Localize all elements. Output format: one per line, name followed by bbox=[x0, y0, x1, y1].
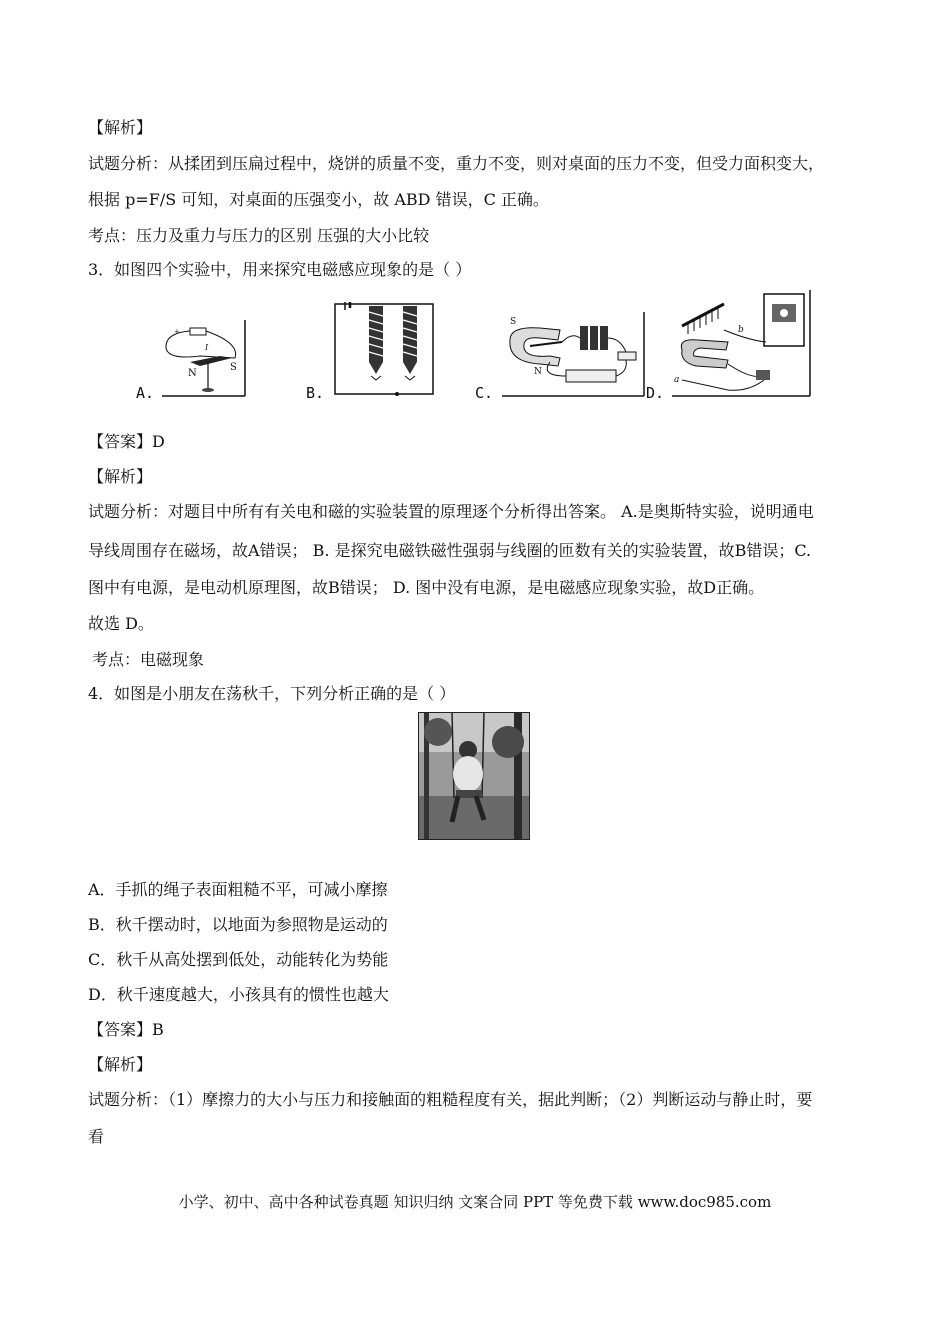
swing-photo bbox=[418, 712, 530, 840]
answer-label: 【答案】D bbox=[88, 432, 165, 451]
svg-text:a: a bbox=[674, 375, 680, 385]
option-c-label: C. bbox=[475, 384, 494, 402]
option-b-label: B. bbox=[306, 384, 325, 402]
svg-text:S: S bbox=[230, 362, 237, 373]
option-a-text: A．手抓的绳子表面粗糙不平，可减小摩擦 bbox=[88, 880, 388, 899]
figure-c-motor bbox=[500, 312, 648, 398]
option-a-label: A. bbox=[136, 384, 155, 402]
kaodian-text: 考点：电磁现象 bbox=[92, 650, 205, 669]
analysis-text: 试题分析：（1）摩擦力的大小与压力和接触面的粗糙程度有关，据此判断；（2）判断运动与静止时，要 bbox=[88, 1090, 813, 1109]
option-b-text: B．秋千摆动时，以地面为参照物是运动的 bbox=[88, 915, 388, 934]
figure-b-electromagnet bbox=[333, 302, 437, 398]
svg-text:N: N bbox=[534, 367, 542, 377]
analysis-text: 试题分析：对题目中所有有关电和磁的实验装置的原理逐个分析得出答案。 A.是奥斯特实验，说明通电 bbox=[88, 502, 814, 521]
svg-text:I: I bbox=[205, 343, 209, 352]
page-footer: 小学、初中、高中各种试卷真题 知识归纳 文案合同 PPT 等免费下载 www.doc985.com bbox=[178, 1193, 772, 1211]
figure-d-induction bbox=[668, 290, 814, 398]
option-d-label: D. bbox=[646, 384, 665, 402]
analysis-heading: 【解析】 bbox=[88, 118, 153, 137]
conclusion-text: 故选 D。 bbox=[88, 614, 154, 633]
figure-a-oersted bbox=[160, 318, 250, 400]
svg-text:b: b bbox=[738, 325, 744, 335]
question-4-stem: 4．如图是小朋友在荡秋千，下列分析正确的是（ ） bbox=[88, 684, 456, 703]
analysis-heading: 【解析】 bbox=[88, 1055, 153, 1074]
analysis-text: 试题分析：从揉团到压扁过程中，烧饼的质量不变，重力不变，则对桌面的压力不变，但受力面积变大， bbox=[88, 154, 825, 173]
analysis-text: 看 bbox=[88, 1127, 105, 1146]
analysis-text: 导线周围存在磁场，故A错误； B. 是探究电磁铁磁性强弱与线圈的匝数有关的实验装置，故B错误；C. bbox=[88, 541, 812, 560]
option-c-text: C．秋千从高处摆到低处，动能转化为势能 bbox=[88, 950, 389, 969]
kaodian-text: 考点：压力及重力与压力的区别 压强的大小比较 bbox=[88, 226, 430, 245]
svg-text:+: + bbox=[174, 328, 180, 336]
question-3-stem: 3．如图四个实验中，用来探究电磁感应现象的是（ ） bbox=[88, 260, 472, 279]
option-d-text: D．秋千速度越大，小孩具有的惯性也越大 bbox=[88, 985, 389, 1004]
analysis-heading: 【解析】 bbox=[88, 467, 153, 486]
svg-text:S: S bbox=[510, 317, 517, 327]
svg-text:N: N bbox=[188, 368, 197, 379]
answer-label: 【答案】B bbox=[88, 1020, 164, 1039]
analysis-text: 根据 p=F/S 可知，对桌面的压强变小，故 ABD 错误，C 正确。 bbox=[88, 190, 549, 209]
analysis-text: 图中有电源，是电动机原理图，故B错误； D. 图中没有电源，是电磁感应现象实验，故D正确。 bbox=[88, 578, 765, 597]
